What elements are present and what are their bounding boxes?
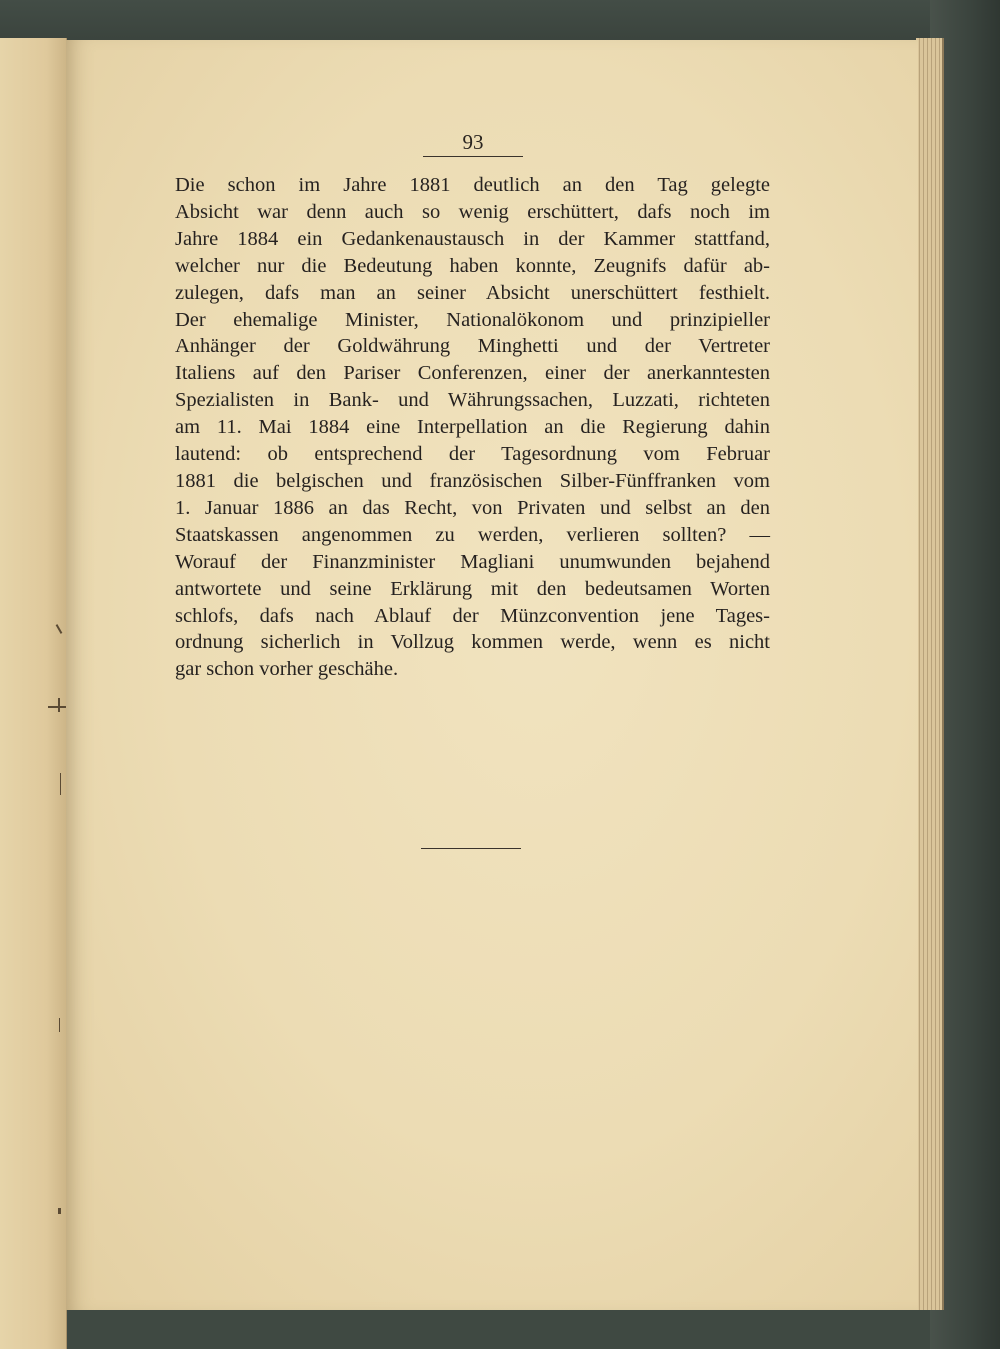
text-line: Worauf der Finanzminister Magliani unumwunden bejahend (175, 550, 770, 573)
text-line: schlofs, dafs nach Ablauf der Münzconvention jene Tages- (175, 604, 770, 627)
text-line: am 11. Mai 1884 eine Interpellation an die Regierung dahin (175, 416, 770, 439)
text-line: ordnung sicherlich in Vollzug kommen werde, wenn es nicht (175, 631, 770, 654)
body-paragraph (175, 172, 770, 683)
header-rule (423, 156, 523, 157)
text-line-last: gar schon vorher geschähe. (175, 658, 399, 681)
text-line: Staatskassen angenommen zu werden, verlieren sollten? — (175, 523, 770, 546)
text-line: lautend: ob entsprechend der Tagesordnung vom Februar (175, 443, 770, 466)
text-line: antwortete und seine Erklärung mit den bedeutsamen Worten (175, 577, 770, 600)
text-line: Spezialisten in Bank- und Währungssachen, Luzzati, richteten (175, 389, 770, 412)
text-line: Anhänger der Goldwährung Minghetti und der Vertreter (175, 335, 770, 358)
text-line: welcher nur die Bedeutung haben konnte, Zeugnifs dafür ab- (175, 254, 770, 277)
page-number: 93 (462, 130, 484, 154)
text-line: Absicht war denn auch so wenig erschüttert, dafs noch im (175, 200, 770, 223)
text-line: zulegen, dafs man an seiner Absicht unerschüttert festhielt. (175, 281, 770, 304)
text-line: Italiens auf den Pariser Conferenzen, einer der anerkanntesten (175, 362, 770, 385)
text-line: 1. Januar 1886 an das Recht, von Privaten und selbst an den (175, 496, 770, 519)
text-line: 1881 die belgischen und französischen Silber-Fünffranken vom (175, 469, 770, 492)
page-edges (916, 38, 944, 1310)
text-line: Der ehemalige Minister, Nationalökonom und prinzipieller (175, 308, 770, 331)
left-page-edge (0, 38, 67, 1349)
text-line: Jahre 1884 ein Gedankenaustausch in der Kammer stattfand, (175, 227, 770, 250)
end-rule (421, 848, 521, 849)
text-line: Die schon im Jahre 1881 deutlich an den Tag gelegte (175, 174, 770, 196)
